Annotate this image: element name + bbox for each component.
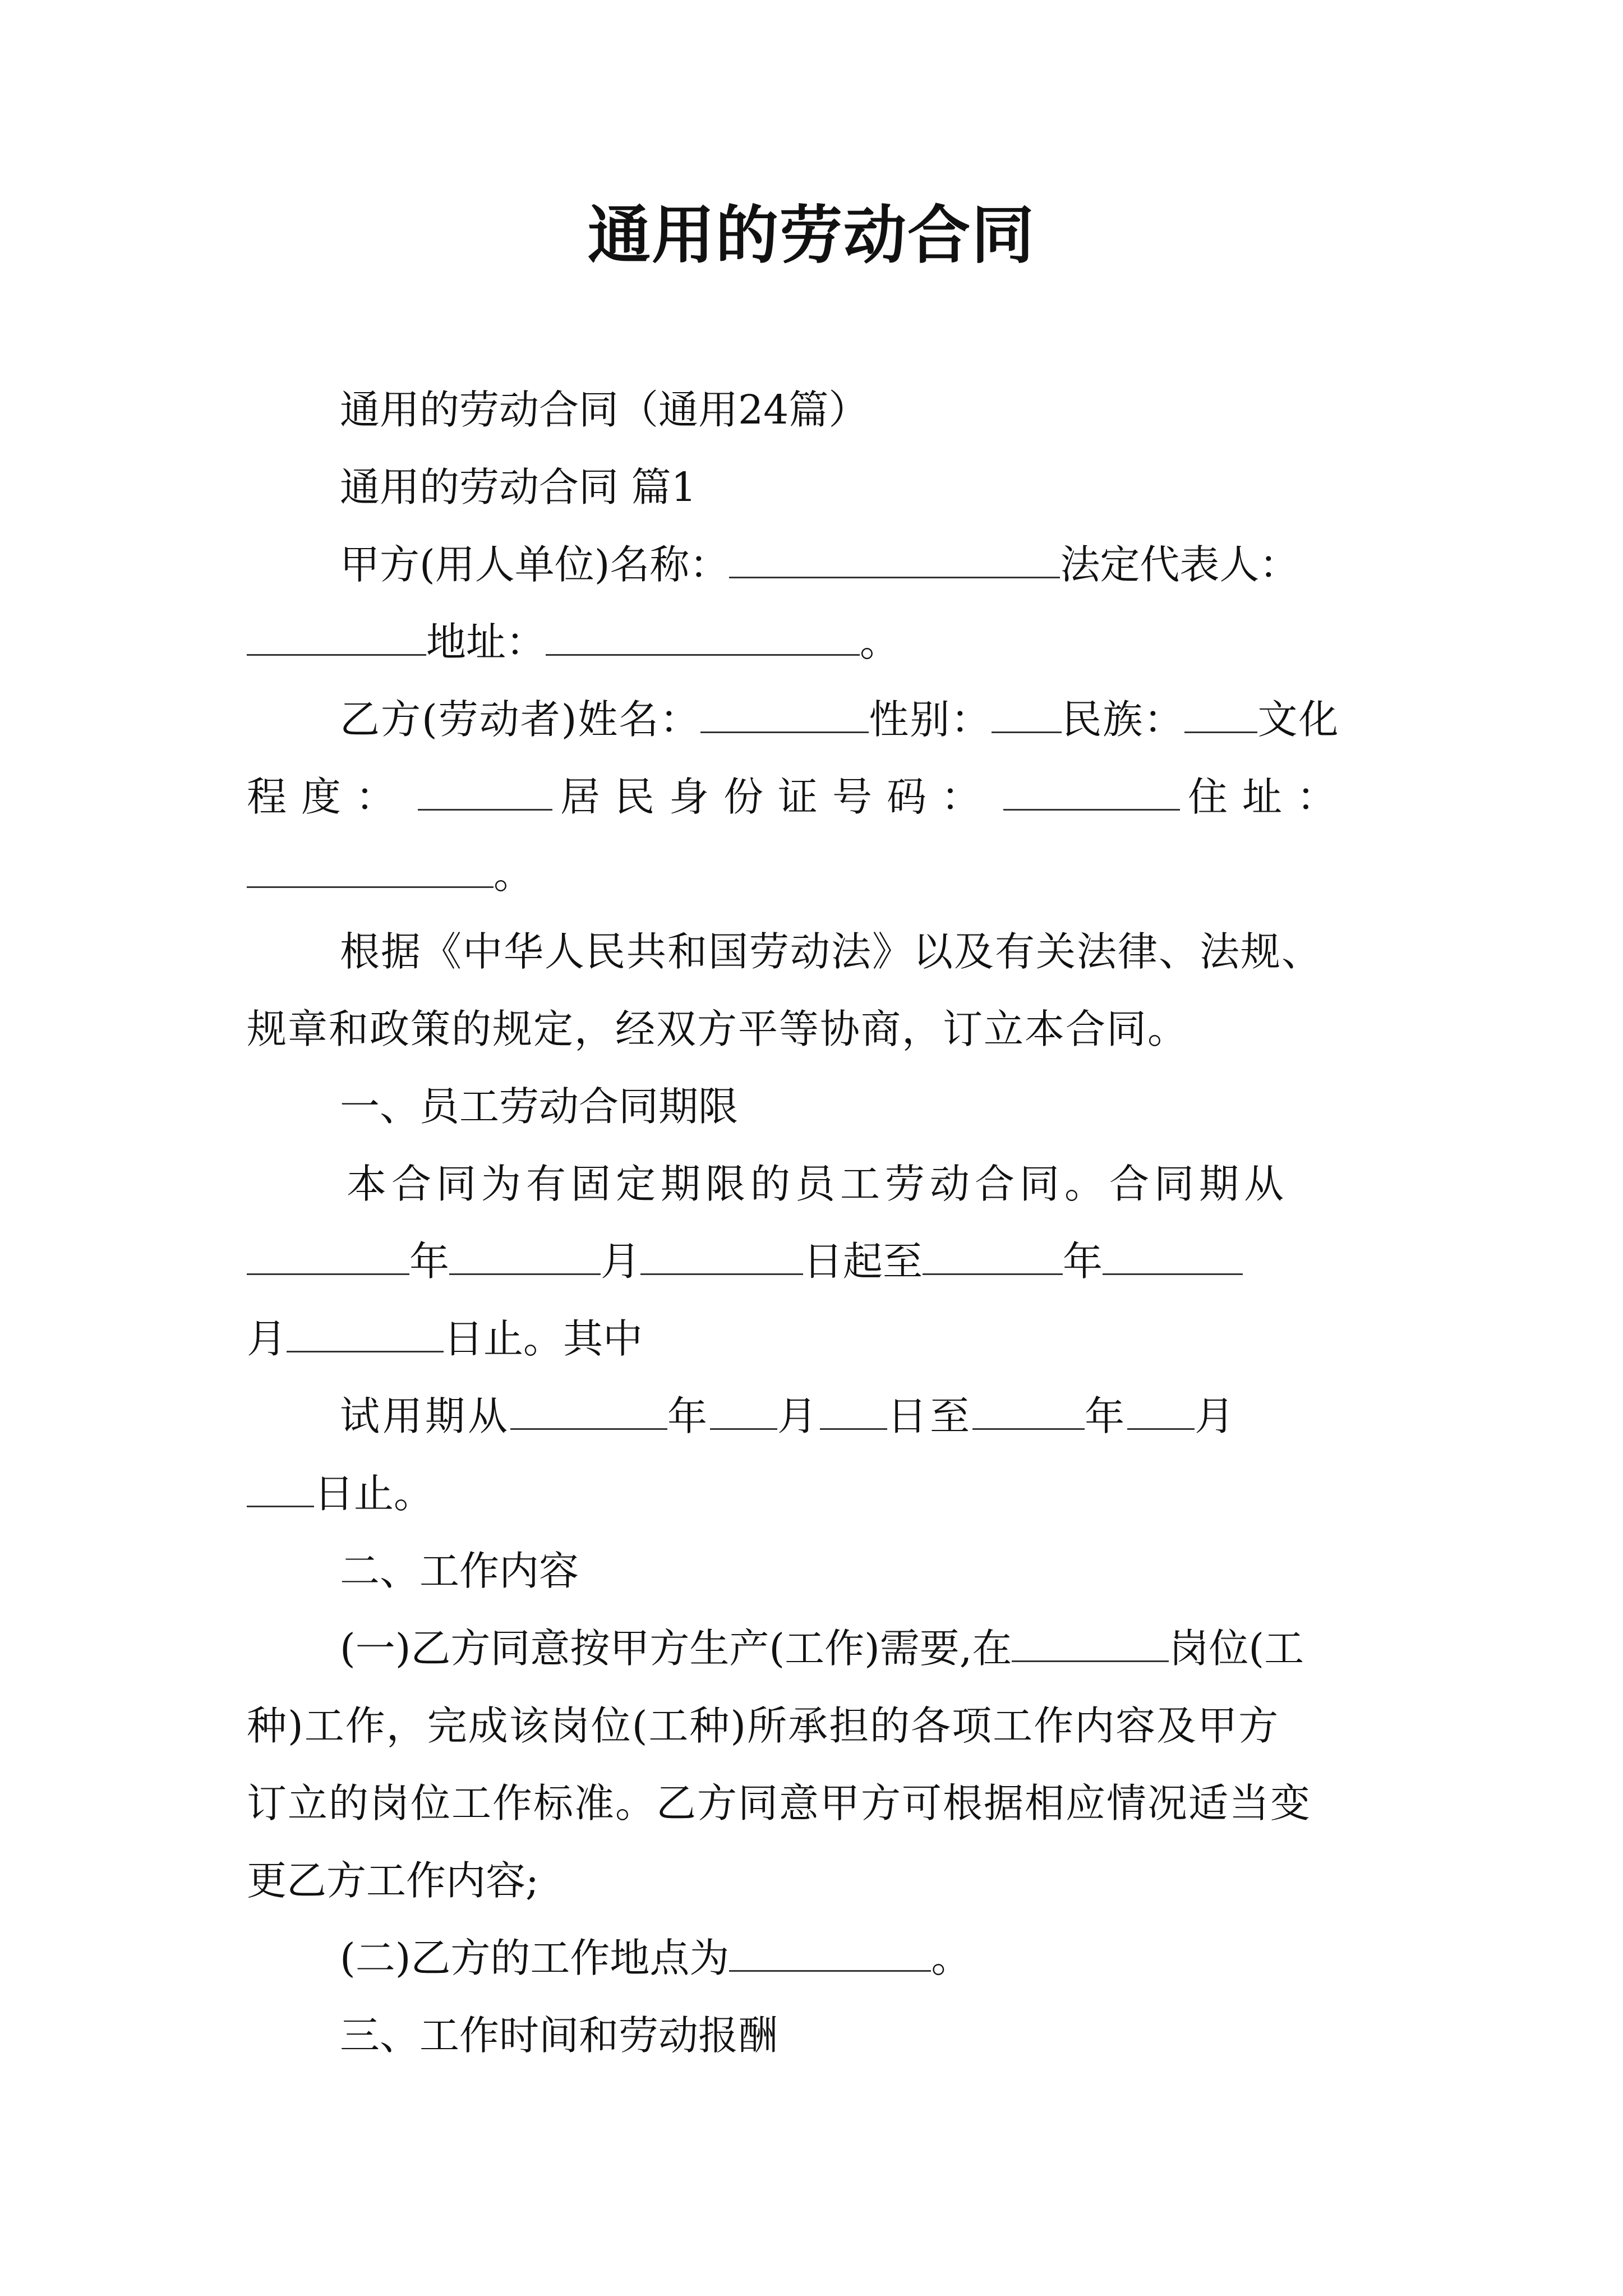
text: (一)乙方同意按甲方生产(工作)需要,在 [340, 1625, 1012, 1672]
text: 。 [494, 851, 534, 898]
text: (二)乙方的工作地点为 [340, 1935, 730, 1981]
text: 居民身份证号码： [560, 774, 996, 820]
blank-field[interactable] [1103, 1240, 1243, 1275]
text: 月 [601, 1238, 641, 1285]
blank-field[interactable] [449, 1240, 601, 1275]
party-a-line [247, 526, 1391, 604]
blank-field[interactable] [247, 853, 494, 888]
blank-field[interactable] [287, 1317, 444, 1352]
text: 。 [860, 619, 900, 665]
party-a-address-line [247, 604, 1391, 681]
paragraph: 根据《中华人民共和国劳动法》以及有关法律、法规、 [340, 928, 1323, 975]
text: 月 [247, 1315, 287, 1362]
blank-field[interactable] [700, 698, 869, 733]
blank-field[interactable] [1184, 698, 1257, 733]
text: 法定代表人： [1060, 541, 1299, 588]
paragraph [247, 1610, 1391, 1687]
blank-field[interactable] [923, 1240, 1063, 1275]
text: 日起至 [803, 1238, 923, 1285]
blank-field[interactable] [1012, 1627, 1169, 1662]
blank-field[interactable] [1003, 775, 1180, 811]
text: 地址： [426, 619, 546, 665]
text: 程度： [247, 774, 411, 820]
section-heading: 通用的劳动合同 篇1 [340, 464, 697, 510]
text: 年 [1085, 1393, 1128, 1439]
text: 住址： [1188, 774, 1352, 820]
page-title: 通用的劳动合同 [588, 199, 1035, 272]
blank-field[interactable] [729, 1936, 931, 1972]
text: 性别： [869, 696, 992, 743]
paragraph: 更乙方工作内容; [247, 1857, 539, 1904]
text: 民族： [1062, 696, 1185, 743]
blank-field[interactable] [820, 1395, 887, 1430]
section-heading: 一、员工劳动合同期限 [340, 1083, 739, 1130]
blank-field[interactable] [1127, 1395, 1195, 1430]
paragraph: 规章和政策的规定，经双方平等协商，订立本合同。 [247, 1006, 1189, 1052]
blank-field[interactable] [640, 1240, 803, 1275]
contract-term-line [247, 1223, 1391, 1300]
party-b-id-line [247, 758, 1391, 836]
text: 月 [1195, 1393, 1238, 1439]
contract-term-end-line [247, 1300, 1391, 1378]
text: 文化 [1257, 696, 1340, 743]
section-heading: 三、工作时间和劳动报酬 [340, 2012, 778, 2059]
doc-subtitle: 通用的劳动合同（通用24篇） [340, 386, 869, 433]
text: 日至 [887, 1393, 973, 1439]
blank-field[interactable] [247, 620, 426, 656]
text: 年 [409, 1238, 450, 1285]
section-heading: 二、工作内容 [340, 1548, 579, 1594]
blank-field[interactable] [992, 698, 1062, 733]
paragraph: 本合同为有固定期限的员工劳动合同。合同期从 [347, 1161, 1289, 1207]
work-location-line [247, 1920, 1391, 1997]
blank-field[interactable] [972, 1395, 1085, 1430]
blank-field[interactable] [510, 1395, 667, 1430]
document-body [247, 371, 1391, 2074]
probation-line [247, 1378, 1391, 1455]
party-b-line [247, 681, 1391, 758]
text: 年 [667, 1393, 711, 1439]
blank-field[interactable] [546, 620, 860, 656]
blank-field[interactable] [729, 543, 1060, 578]
text: 年 [1063, 1238, 1103, 1285]
text: 日止。其中 [444, 1315, 643, 1362]
text: 试用期从 [340, 1393, 511, 1439]
party-b-address-line [247, 836, 1391, 913]
blank-field[interactable] [247, 1240, 409, 1275]
text: 日止。 [314, 1470, 434, 1517]
text: 乙方(劳动者)姓名： [340, 696, 701, 743]
blank-field[interactable] [418, 775, 552, 811]
text: 甲方(用人单位)名称： [340, 541, 730, 588]
probation-end-line [247, 1455, 1391, 1533]
blank-field[interactable] [710, 1395, 777, 1430]
blank-field[interactable] [247, 1472, 314, 1507]
paragraph: 种)工作，完成该岗位(工种)所承担的各项工作内容及甲方 [247, 1703, 1280, 1749]
text: 岗位(工 [1169, 1625, 1304, 1672]
paragraph: 订立的岗位工作标准。乙方同意甲方可根据相应情况适当变 [247, 1780, 1312, 1826]
text: 月 [777, 1393, 820, 1439]
text: 。 [931, 1935, 971, 1981]
